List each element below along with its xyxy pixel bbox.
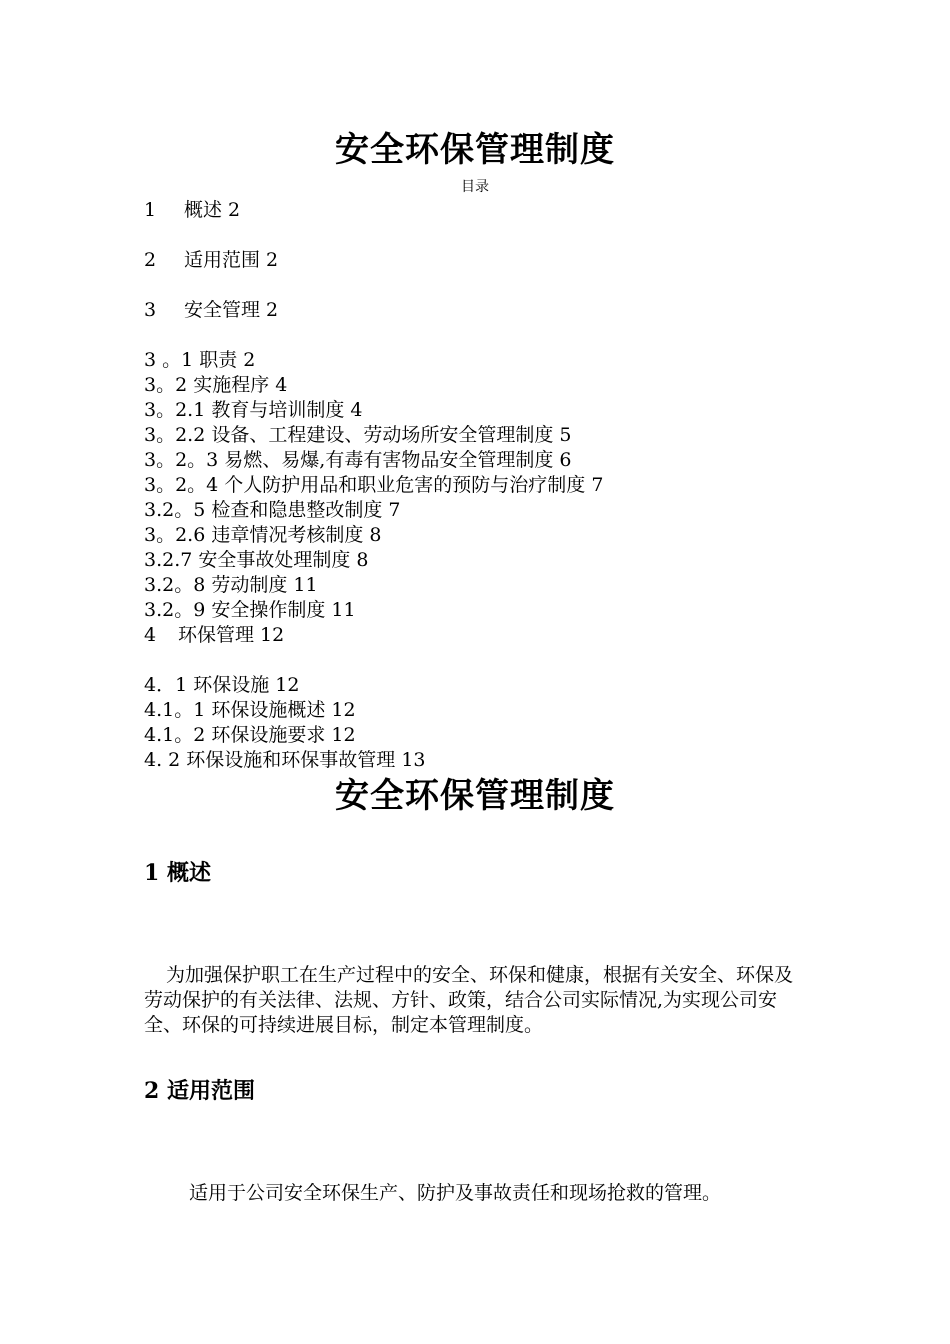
toc-item[interactable]: 3。2。4 个人防护用品和职业危害的预防与治疗制度 7 [144, 474, 604, 496]
toc-item[interactable]: 3。2 实施程序 4 [144, 374, 288, 396]
toc-item[interactable]: 4. 2 环保设施和环保事故管理 13 [144, 749, 426, 771]
section-heading-scope: 2 适用范围 [144, 1078, 255, 1104]
toc-item[interactable]: 1 概述 2 [144, 199, 241, 221]
body-title: 安全环保管理制度 [335, 776, 615, 816]
toc-item[interactable]: 3。2.6 违章情况考核制度 8 [144, 524, 382, 546]
toc-item[interactable]: 4．1 环保设施 12 [144, 674, 300, 696]
toc-item[interactable]: 4.1。1 环保设施概述 12 [144, 699, 356, 721]
toc-item[interactable]: 3.2。9 安全操作制度 11 [144, 599, 356, 621]
document-title: 安全环保管理制度 [335, 130, 615, 170]
toc-item[interactable]: 3。2.2 设备、工程建设、劳动场所安全管理制度 5 [144, 424, 572, 446]
toc-item[interactable]: 3。2.1 教育与培训制度 4 [144, 399, 363, 421]
toc-item[interactable]: 3 安全管理 2 [144, 299, 279, 321]
section-heading-overview: 1 概述 [144, 860, 211, 886]
toc-heading: 目录 [461, 179, 489, 195]
scope-paragraph: 适用于公司安全环保生产、防护及事故责任和现场抢救的管理。 [189, 1182, 722, 1204]
toc-item[interactable]: 2 适用范围 2 [144, 249, 279, 271]
toc-item[interactable]: 3 。1 职责 2 [144, 349, 256, 371]
toc-item[interactable]: 4.1。2 环保设施要求 12 [144, 724, 356, 746]
toc-item[interactable]: 3.2.7 安全事故处理制度 8 [144, 549, 369, 571]
toc-item[interactable]: 4 环保管理 12 [144, 624, 285, 646]
toc-item[interactable]: 3。2。3 易燃、易爆,有毒有害物品安全管理制度 6 [144, 449, 572, 471]
toc-item[interactable]: 3.2。8 劳动制度 11 [144, 574, 318, 596]
overview-paragraph: 为加强保护职工在生产过程中的安全、环保和健康，根据有关安全、环保及劳动保护的有关法律、法规、方针、政策，结合公司实际情况,为实现公司安全、环保的可持续进展目标，制定本管理制度。 [144, 964, 794, 1036]
toc-item[interactable]: 3.2。5 检查和隐患整改制度 7 [144, 499, 401, 521]
